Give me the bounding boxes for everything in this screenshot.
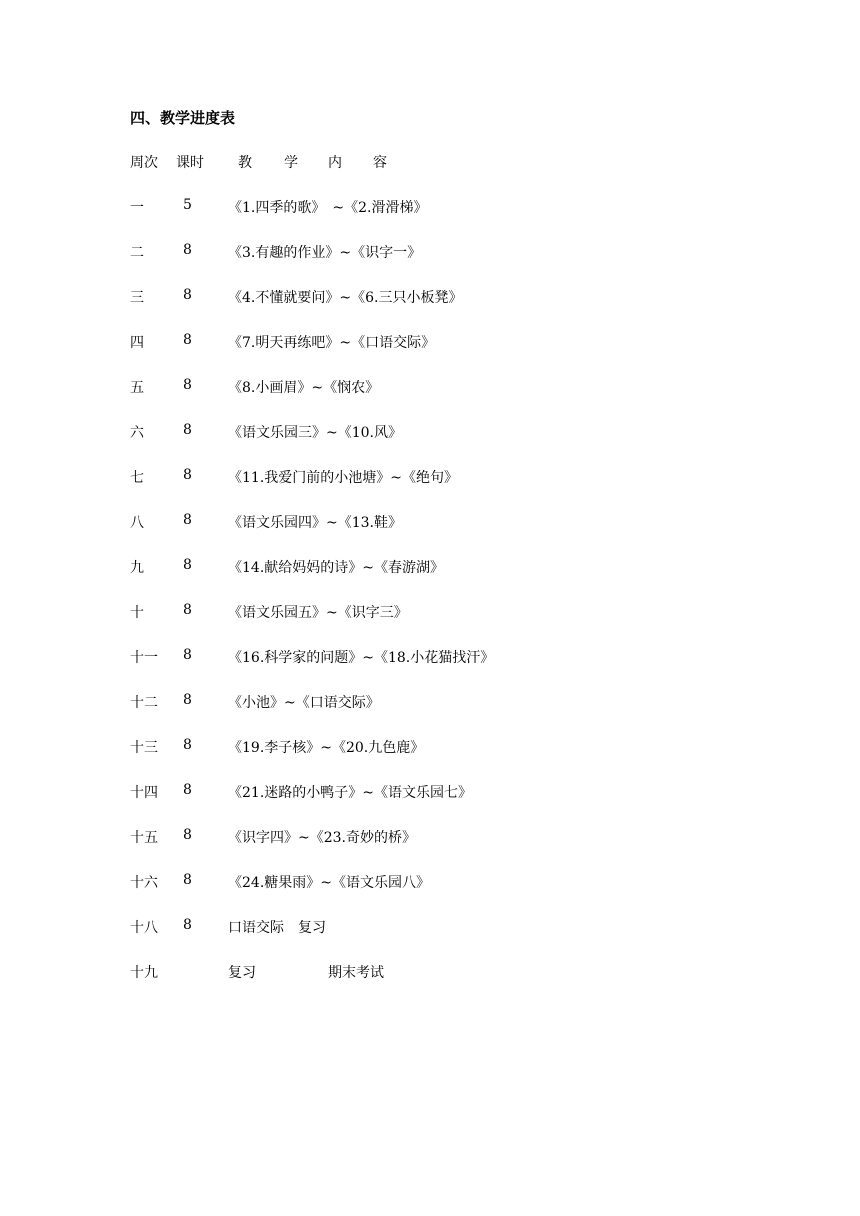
schedule-week: 五 xyxy=(130,380,144,396)
schedule-hours: 8 xyxy=(183,512,192,528)
schedule-week: 十八 xyxy=(130,920,158,936)
schedule-hours: 8 xyxy=(183,467,192,483)
schedule-hours: 8 xyxy=(183,827,192,843)
schedule-week: 二 xyxy=(130,245,144,261)
schedule-hours: 8 xyxy=(183,287,192,303)
schedule-hours: 8 xyxy=(183,377,192,393)
table-row xyxy=(130,197,690,242)
header-content-char: 学 xyxy=(284,155,298,171)
schedule-content: 《7.明天再练吧》~《口语交际》 xyxy=(228,335,436,351)
schedule-week: 十一 xyxy=(130,650,158,666)
schedule-content: 《语文乐园三》~《10.风》 xyxy=(228,425,402,441)
header-content-char: 教 xyxy=(238,155,252,171)
schedule-hours: 8 xyxy=(183,737,192,753)
schedule-content: 《19.李子核》~《20.九色鹿》 xyxy=(228,740,425,756)
schedule-week: 四 xyxy=(130,335,144,351)
schedule-content: 《语文乐园五》~《识字三》 xyxy=(228,605,408,621)
schedule-week: 八 xyxy=(130,515,144,531)
header-week: 周次 xyxy=(130,155,158,171)
table-row xyxy=(130,737,690,782)
schedule-hours: 5 xyxy=(183,197,192,213)
section-title: 四、教学进度表 xyxy=(130,109,236,127)
table-row xyxy=(130,332,690,377)
table-row xyxy=(130,602,690,647)
table-row xyxy=(130,647,690,692)
schedule-content: 《24.糖果雨》~《语文乐园八》 xyxy=(228,875,430,891)
schedule-week: 十四 xyxy=(130,785,158,801)
schedule-content: 《11.我爱门前的小池塘》~《绝句》 xyxy=(228,470,458,486)
schedule-week: 十三 xyxy=(130,740,158,756)
schedule-week: 七 xyxy=(130,470,144,486)
table-row xyxy=(130,962,690,1007)
table-row xyxy=(130,467,690,512)
header-content-char: 内 xyxy=(328,155,342,171)
schedule-hours: 8 xyxy=(183,917,192,933)
table-row xyxy=(130,422,690,467)
schedule-extra: 期末考试 xyxy=(328,965,384,981)
schedule-content: 复习 xyxy=(228,965,256,981)
schedule-hours: 8 xyxy=(183,422,192,438)
schedule-hours: 8 xyxy=(183,602,192,618)
schedule-content: 《14.献给妈妈的诗》~《春游湖》 xyxy=(228,560,444,576)
table-row xyxy=(130,242,690,287)
schedule-rows xyxy=(130,197,690,1007)
schedule-content: 《1.四季的歌》 ~《2.滑滑梯》 xyxy=(228,200,428,216)
schedule-hours: 8 xyxy=(183,242,192,258)
table-row xyxy=(130,512,690,557)
header-content-char: 容 xyxy=(373,155,387,171)
table-row xyxy=(130,872,690,917)
table-row xyxy=(130,692,690,737)
schedule-week: 十 xyxy=(130,605,144,621)
schedule-hours: 8 xyxy=(183,332,192,348)
schedule-content: 《4.不懂就要问》~《6.三只小板凳》 xyxy=(228,290,463,306)
table-row xyxy=(130,917,690,962)
schedule-week: 六 xyxy=(130,425,144,441)
table-row xyxy=(130,827,690,872)
schedule-content: 《3.有趣的作业》~《识字一》 xyxy=(228,245,422,261)
schedule-content: 《语文乐园四》~《13.鞋》 xyxy=(228,515,402,531)
schedule-week: 三 xyxy=(130,290,144,306)
schedule-week: 十二 xyxy=(130,695,158,711)
table-row xyxy=(130,377,690,422)
schedule-hours: 8 xyxy=(183,872,192,888)
schedule-hours: 8 xyxy=(183,692,192,708)
schedule-week: 九 xyxy=(130,560,144,576)
schedule-week: 十六 xyxy=(130,875,158,891)
schedule-week: 一 xyxy=(130,200,144,216)
header-hours: 课时 xyxy=(176,155,204,171)
schedule-content: 《16.科学家的问题》~《18.小花猫找汗》 xyxy=(228,650,495,666)
schedule-content: 《小池》~《口语交际》 xyxy=(228,695,380,711)
table-row xyxy=(130,287,690,332)
schedule-hours: 8 xyxy=(183,782,192,798)
schedule-week: 十九 xyxy=(130,965,158,981)
schedule-content: 《8.小画眉》~《悯农》 xyxy=(228,380,380,396)
table-row xyxy=(130,782,690,827)
schedule-content: 《21.迷路的小鸭子》~《语文乐园七》 xyxy=(228,785,472,801)
schedule-hours: 8 xyxy=(183,647,192,663)
schedule-hours: 8 xyxy=(183,557,192,573)
schedule-content: 《识字四》~《23.奇妙的桥》 xyxy=(228,830,416,846)
table-header xyxy=(130,152,630,172)
schedule-content: 口语交际 复习 xyxy=(228,920,326,936)
schedule-week: 十五 xyxy=(130,830,158,846)
table-row xyxy=(130,557,690,602)
